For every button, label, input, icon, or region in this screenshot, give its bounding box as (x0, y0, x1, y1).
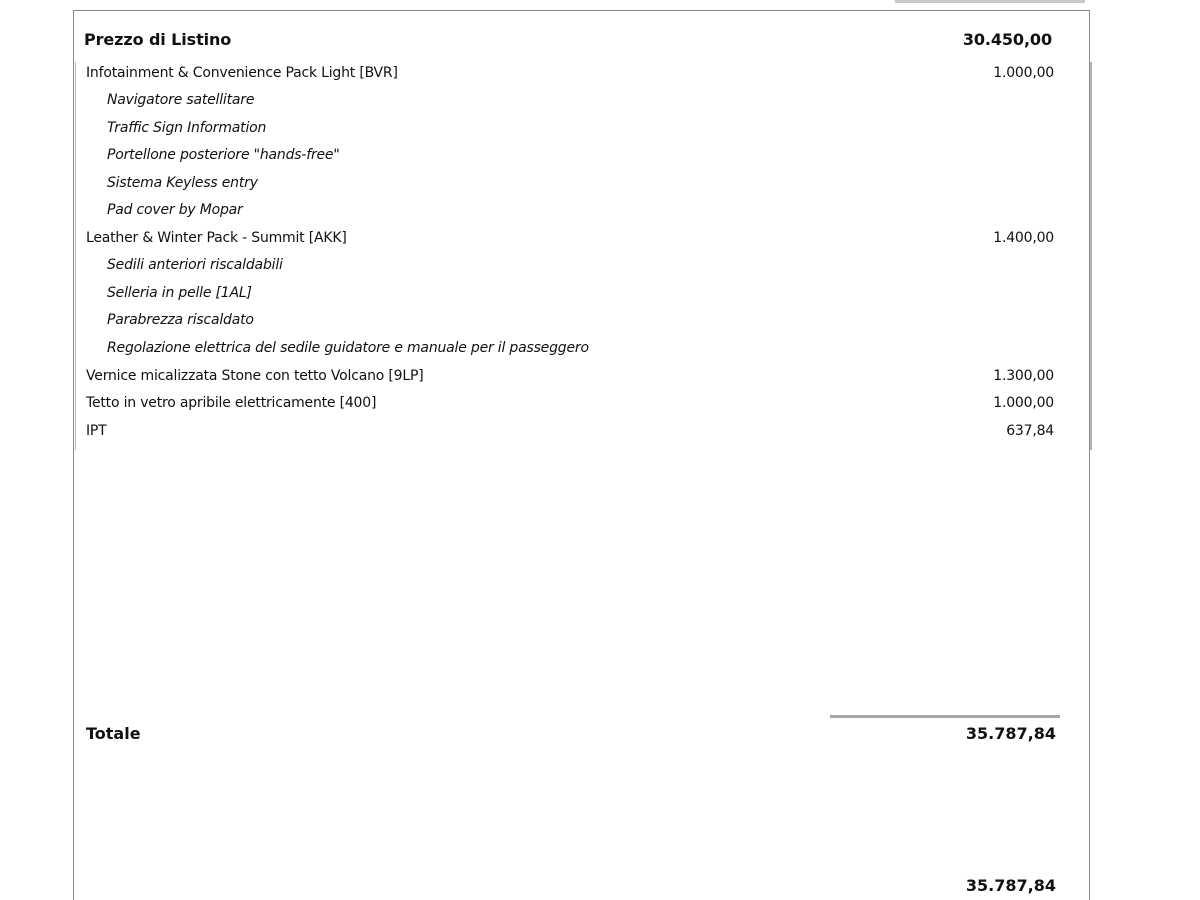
item-label: Infotainment & Convenience Pack Light [BVR] (86, 65, 398, 81)
item-row (86, 391, 1054, 415)
item-detail-label: Portellone posteriore "hands-free" (107, 147, 340, 163)
item-label: IPT (86, 423, 107, 439)
item-detail (107, 143, 1054, 167)
item-row (86, 419, 1054, 443)
item-amount: 1.400,00 (993, 230, 1054, 246)
list-price-row (84, 27, 1052, 51)
item-detail (107, 308, 1054, 332)
top-divider (895, 0, 1085, 3)
item-amount: 1.000,00 (993, 395, 1054, 411)
item-detail-label: Selleria in pelle [1AL] (107, 285, 252, 301)
grand-total-amount: 35.787,84 (965, 876, 1056, 895)
item-row (86, 226, 1054, 250)
item-detail-label: Sedili anteriori riscaldabili (107, 257, 283, 273)
item-amount: 637,84 (1006, 423, 1054, 439)
item-row (86, 364, 1054, 388)
items-right-rule (1090, 62, 1092, 450)
item-row (86, 61, 1054, 85)
total-divider (830, 715, 1060, 718)
list-price-amount: 30.450,00 (962, 29, 1052, 49)
total-amount: 35.787,84 (965, 723, 1056, 743)
list-price-label: Prezzo di Listino (84, 29, 232, 49)
item-amount: 1.300,00 (993, 368, 1054, 384)
item-label: Tetto in vetro apribile elettricamente [400] (86, 395, 377, 411)
item-detail-label: Parabrezza riscaldato (107, 312, 254, 328)
total-row (86, 720, 1056, 746)
item-detail-label: Pad cover by Mopar (107, 202, 243, 218)
item-detail (107, 198, 1054, 222)
item-detail (107, 336, 1054, 360)
item-detail (107, 253, 1054, 277)
item-detail-label: Traffic Sign Information (107, 120, 267, 136)
item-label: Vernice micalizzata Stone con tetto Volcano [9LP] (86, 368, 424, 384)
item-detail (107, 171, 1054, 195)
item-detail (107, 281, 1054, 305)
total-label: Totale (86, 723, 141, 743)
items-left-rule (75, 62, 76, 450)
item-detail-label: Navigatore satellitare (107, 92, 255, 108)
item-detail-label: Regolazione elettrica del sedile guidatore e manuale per il passeggero (107, 340, 589, 356)
item-detail (107, 88, 1054, 112)
item-detail (107, 116, 1054, 140)
item-detail-label: Sistema Keyless entry (107, 175, 258, 191)
item-amount: 1.000,00 (993, 65, 1054, 81)
item-label: Leather & Winter Pack - Summit [AKK] (86, 230, 347, 246)
